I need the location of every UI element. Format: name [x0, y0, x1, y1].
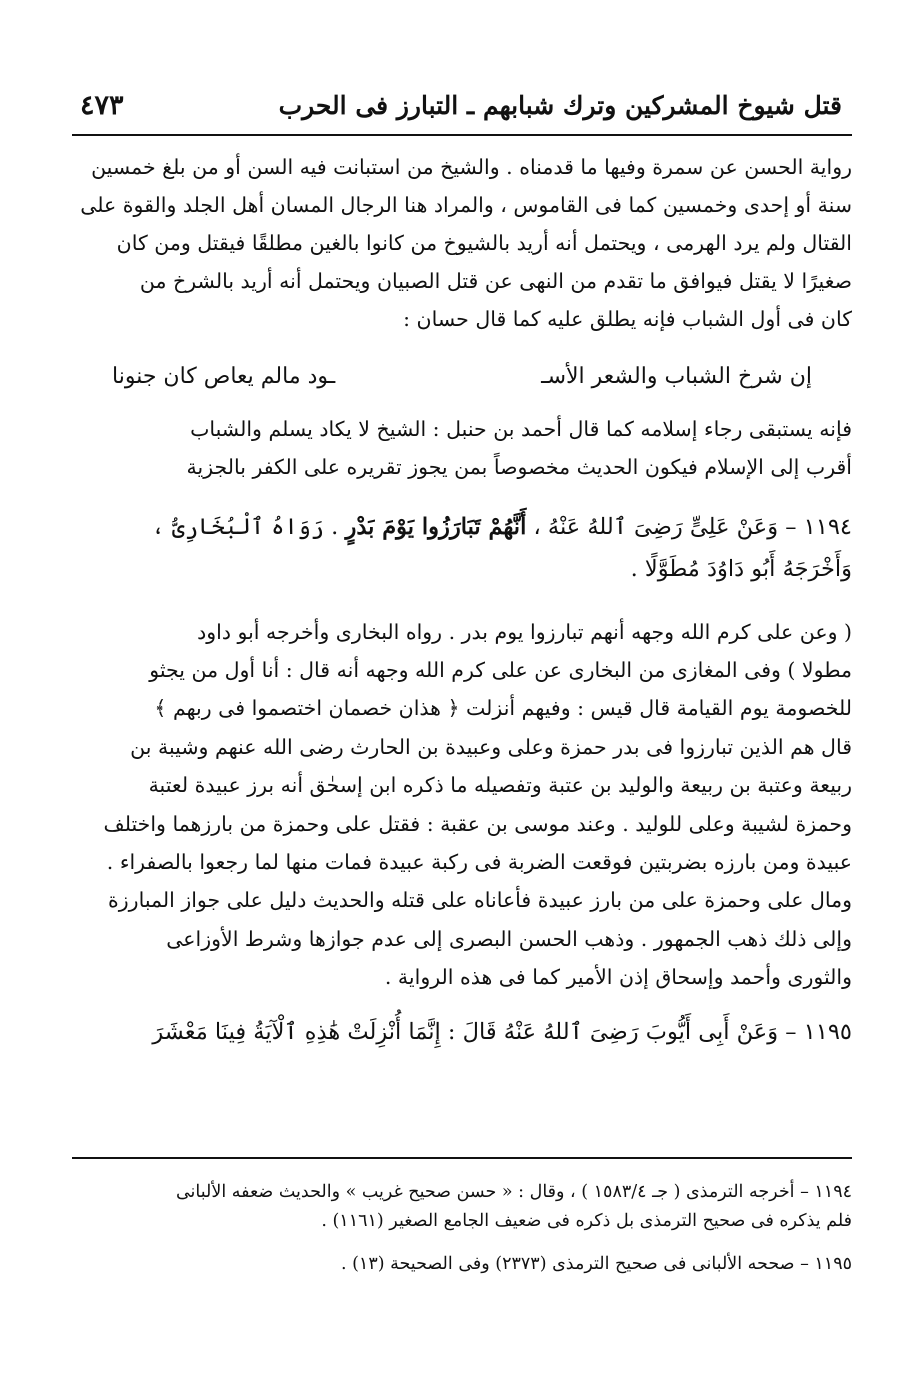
footnote-1195: ١١٩٥ – صححه الألبانى فى صحيح الترمذى (٢٣٧٣) وفى الصحيحة (١٣) .: [340, 1254, 852, 1274]
book-page: [72, 90, 852, 1274]
hadith-1194-source: . رَوَاهُ ٱلْبُخَارِىُّ ، وَأَخْرَجَهُ أَبُو دَاوُدَ مُطَوَّلًا .: [151, 514, 852, 582]
poetry-verse: [112, 356, 812, 396]
running-header: [72, 90, 852, 136]
commentary-paragraph-1: رواية الحسن عن سمرة وفيها ما قدمناه . والشيخ من استبانت فيه السن أو من بلغ خمسين سنة أو إحدى وخمسين كما فى القاموس ، والمراد هنا الرجال المسان أهل الجلد والقوة على القتال ولم يرد الهرمى ، ويحتمل أنه أريد بالشيوخ من كانوا بالغين مطلقًا فيقتل ومن كان صغيرًا لا يقتل فيوافق ما تقدم من النهى عن قتل الصبيان ويحتمل أنه أريد بالشرخ من كان فى أول الشباب فإنه يطلق عليه كما قال حسان :: [80, 155, 852, 331]
verse-second-hemistich: ـود مالم يعاص كان جنونا: [112, 363, 336, 389]
hadith-1195: ١١٩٥ – وَعَنْ أَبِى أَيُّوبَ رَضِىَ ٱللهُ عَنْهُ قَالَ : إِنَّمَا أُنْزِلَتْ هَٰذِهِ ٱلْآيَةُ فِينَا مَعْشَرَ: [152, 1018, 852, 1045]
hadith-1194-matn: أَنَّهُمْ تَبَارَزُوا يَوْمَ بَدْرٍ: [345, 514, 527, 540]
chapter-title: قتل شيوخ المشركين وترك شبابهم ـ التبارز فى الحرب: [278, 91, 842, 120]
hadith-1194: [72, 506, 852, 590]
footnote-separator: [72, 1157, 852, 1159]
footnote-1194: ١١٩٤ – أخرجه الترمذى ( جـ ١٥٨٣/٤ ) ، وقال : « حسن صحيح غريب » والحديث ضعفه الألبانى فلم يذكره فى صحيح الترمذى بل ذكره فى ضعيف الجامع الصغير (١١٦١) .: [175, 1182, 852, 1231]
hadith-1194-narration: ١١٩٤ – وَعَنْ عَلِىٍّ رَضِىَ ٱللهُ عَنْهُ ،: [526, 514, 852, 540]
commentary-paragraph-2: فإنه يستبقى رجاء إسلامه كما قال أحمد بن حنبل : الشيخ لا يكاد يسلم والشباب أقرب إلى الإسلام فيكون الحديث مخصوصاً بمن يجوز تقريره على الكفر بالجزية: [186, 417, 852, 479]
verse-first-hemistich: إن شرخ الشباب والشعر الأسـ: [541, 363, 812, 389]
page-number: ٤٧٣: [80, 90, 124, 121]
commentary-paragraph-3: ( وعن على كرم الله وجهه أنهم تبارزوا يوم بدر . رواه البخارى وأخرجه أبو داود مطولا ) وفى المغازى من البخارى عن على كرم الله وجهه أنه قال : أنا أول من يجثو للخصومة يوم القيامة قال قيس : وفيهم أنزلت ﴿ هذان خصمان اختصموا فى ربهم ﴾ قال هم الذين تبارزوا فى بدر حمزة وعلى وعبيدة بن الحارث رضى الله عنهم وشيبة بن ربيعة وعتبة بن ربيعة والوليد بن عتبة وتفصيله ما ذكره ابن إسحٰق أنه برز عبيدة لعتبة وحمزة لشيبة وعلى للوليد . وعند موسى بن عقبة : فقتل على وحمزة من بارزهما واختلف عبيدة ومن بارزه بضربتين فوقعت الضربة فى ركبة عبيدة فمات منها لما رجعوا بالصفراء . ومال على وحمزة على من بارز عبيدة فأعاناه على قتله والحديث دليل على جواز المبارزة وإلى ذلك ذهب الجمهور . وذهب الحسن البصرى إلى عدم جوازها وشرط الأوزاعى والثورى وأحمد وإسحاق إذن الأمير كما فى هذه الرواية .: [103, 619, 852, 990]
